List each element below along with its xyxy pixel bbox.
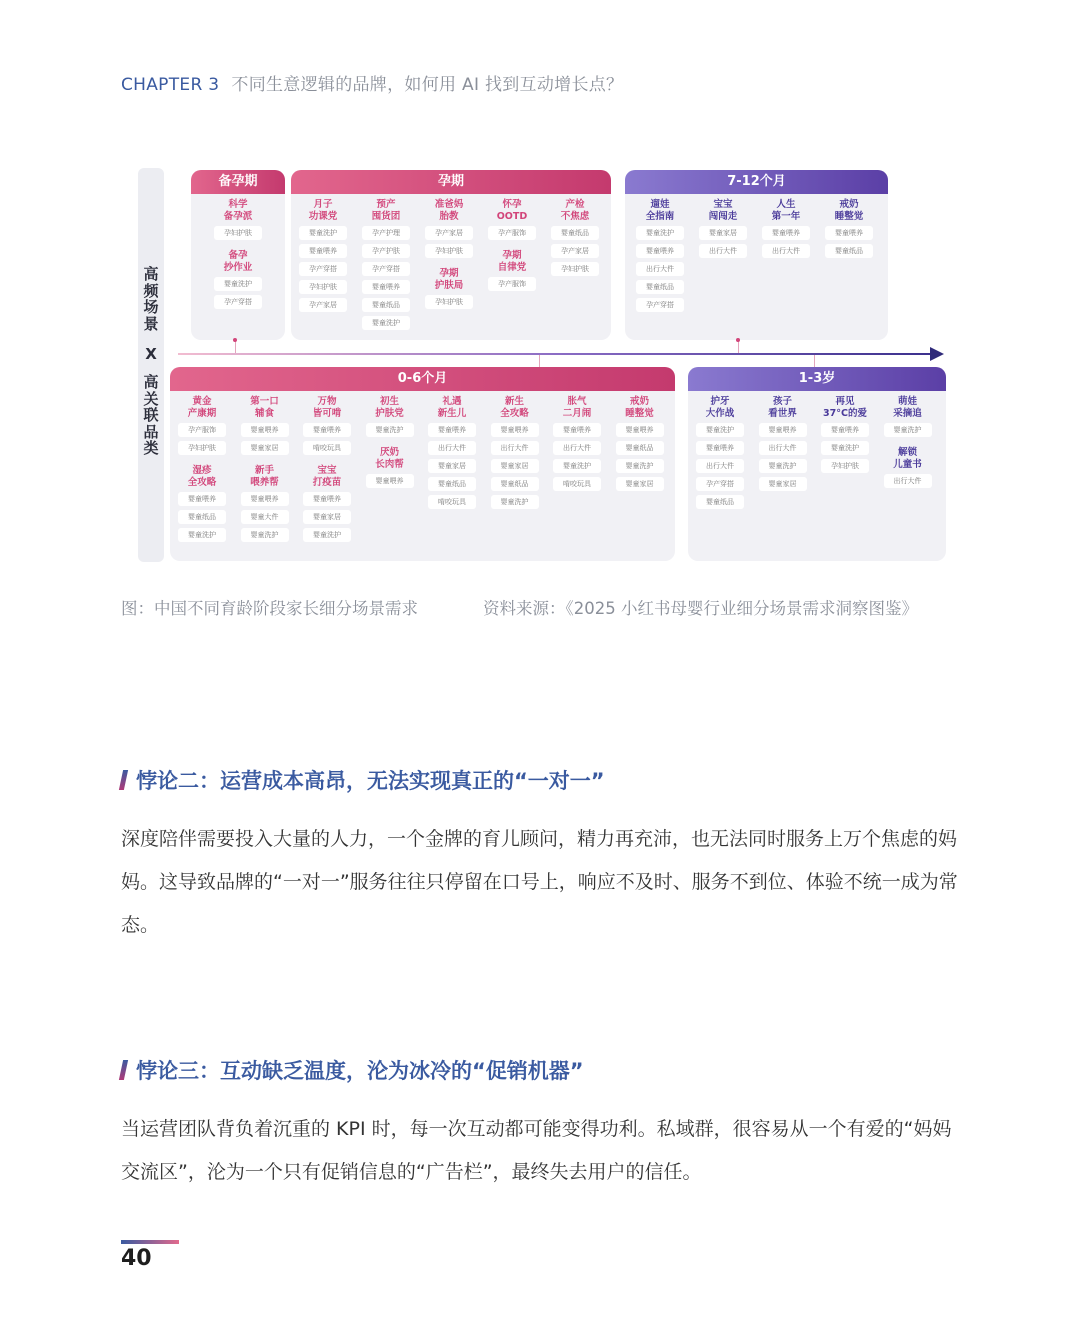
category-tag: 婴童洗护 (491, 495, 539, 509)
scenario-title: 新生 全攻略 (500, 396, 529, 419)
category-tag: 婴童喂养 (553, 423, 601, 437)
category-tag: 婴童喂养 (616, 423, 664, 437)
panel-prep (191, 170, 285, 340)
category-tag: 出行大件 (762, 244, 810, 258)
scenario-title: 礼遇 新生儿 (437, 396, 467, 419)
category-tag: 出行大件 (636, 262, 684, 276)
heading-accent-bar (119, 770, 128, 790)
scenario-title: 产检 不焦虑 (560, 199, 590, 222)
category-tag: 孕妇护肤 (821, 459, 869, 473)
scenario-column (821, 199, 877, 262)
scenario-column (817, 396, 873, 477)
scenario-column (695, 199, 751, 262)
scenario-column (424, 396, 480, 513)
category-tag: 孕产护理 (362, 226, 410, 240)
category-tag: 孕产穿搭 (299, 262, 347, 276)
panel-7-12-months (625, 170, 888, 340)
scenario-column (612, 396, 668, 495)
panel-title: 孕期 (291, 170, 611, 194)
timeline-dot (736, 338, 740, 342)
scenario-title: 怀孕 OOTD (496, 199, 528, 222)
scenario-column (880, 396, 936, 492)
scenario-title: 万物 皆可啃 (312, 396, 342, 419)
scenario-title: 戒奶 睡整觉 (834, 199, 864, 222)
category-tag: 婴童洗护 (553, 459, 601, 473)
category-tag: 婴童喂养 (366, 474, 414, 488)
category-tag: 婴童洗护 (299, 226, 347, 240)
scenario-column (758, 199, 814, 262)
scenario-title: 第一口 辅食 (250, 396, 279, 419)
category-tag: 婴童纸品 (178, 510, 226, 524)
scenario-title: 初生 护肤党 (375, 396, 404, 419)
category-tag: 出行大件 (696, 459, 744, 473)
category-tag: 婴童喂养 (241, 492, 289, 506)
category-tag: 孕产穿搭 (636, 298, 684, 312)
section-body-3: 当运营团队背负着沉重的 KPI 时，每一次互动都可能变得功利。私域群，很容易从一个有爱的“妈妈交流区”，沦为一个只有促销信息的“广告栏”，最终失去用户的信任。 (121, 1118, 952, 1183)
heading-accent-bar (119, 1060, 128, 1080)
scenario-title: 月子 功课党 (308, 199, 338, 222)
chapter-title: 不同生意逻辑的品牌，如何用 AI 找到互动增长点？ (231, 75, 624, 95)
scenario-column (487, 396, 543, 513)
timeline-axis (178, 353, 938, 355)
category-tag: 婴童喂养 (241, 423, 289, 437)
category-tag: 孕产家居 (299, 298, 347, 312)
category-tag: 孕产家居 (425, 226, 473, 240)
category-tag: 孕妇护肤 (425, 244, 473, 258)
scenario-title: 护牙 大作战 (705, 396, 735, 419)
scenario-title: 湿疹 全攻略 (187, 465, 217, 488)
category-tag: 婴童喂养 (821, 423, 869, 437)
scenario-column (174, 396, 230, 546)
scenario-column (358, 199, 414, 334)
category-tag: 婴童纸品 (616, 441, 664, 455)
category-tag: 婴童家居 (428, 459, 476, 473)
category-tag: 婴童喂养 (428, 423, 476, 437)
category-tag: 孕产护肤 (362, 244, 410, 258)
section-heading-3 (121, 1055, 584, 1085)
chapter-header (121, 70, 623, 95)
panel-0-6-months (170, 367, 675, 561)
category-tag: 孕妇护肤 (214, 226, 262, 240)
category-tag: 婴童喂养 (491, 423, 539, 437)
category-tag: 出行大件 (699, 244, 747, 258)
figure-source: 资料来源：《2025 小红书母婴行业细分场景需求洞察图鉴》 (483, 599, 918, 618)
category-tag: 婴童家居 (241, 441, 289, 455)
category-tag: 婴童洗护 (362, 316, 410, 330)
scenario-title: 厌奶 长肉帮 (375, 447, 404, 470)
scenario-column (549, 396, 605, 495)
scenario-column (362, 396, 418, 492)
category-tag: 婴童纸品 (825, 244, 873, 258)
category-tag: 啃咬玩具 (553, 477, 601, 491)
category-tag: 婴童家居 (616, 477, 664, 491)
section-body-2: 深度陪伴需要投入大量的人力，一个金牌的育儿顾问，精力再充沛，也无法同时服务上万个焦虑的妈妈。这导致品牌的“一对一”服务往往只停留在口号上，响应不及时、服务不到位、体验不统一成为常态。 (121, 828, 958, 936)
category-tag: 出行大件 (553, 441, 601, 455)
category-tag: 婴童纸品 (636, 280, 684, 294)
category-tag: 婴童喂养 (303, 492, 351, 506)
category-tag: 孕产服饰 (178, 423, 226, 437)
category-tag: 孕产穿搭 (214, 295, 262, 309)
category-tag: 孕妇护肤 (178, 441, 226, 455)
scenario-column (295, 199, 351, 316)
category-tag: 婴童洗护 (616, 459, 664, 473)
scenario-title: 科学 备孕派 (223, 199, 253, 222)
category-tag: 婴童喂养 (299, 244, 347, 258)
heading-text: 悖论三：互动缺乏温度，沦为冰冷的“促销机器” (136, 1059, 584, 1083)
scenario-title: 预产 囤货团 (371, 199, 401, 222)
scenario-title: 萌娃 采摘追 (893, 396, 922, 419)
page-number: 40 (121, 1246, 152, 1271)
stage-scenario-figure (138, 168, 948, 564)
category-tag: 婴童喂养 (696, 441, 744, 455)
section-heading-2 (121, 765, 605, 795)
category-tag: 孕产穿搭 (362, 262, 410, 276)
figure-side-label (138, 168, 164, 562)
category-tag: 婴童家居 (491, 459, 539, 473)
scenario-title: 遛娃 全指南 (645, 199, 675, 222)
figure-caption: 图：中国不同育龄阶段家长细分场景需求 (121, 599, 418, 618)
panel-title: 0-6个月 (170, 367, 675, 391)
category-tag: 婴童洗护 (821, 441, 869, 455)
category-tag: 出行大件 (884, 474, 932, 488)
category-tag: 出行大件 (491, 441, 539, 455)
category-tag: 婴童洗护 (241, 528, 289, 542)
category-tag: 孕产穿搭 (696, 477, 744, 491)
category-tag: 孕妇护肤 (299, 280, 347, 294)
timeline-dot (233, 338, 237, 342)
category-tag: 婴童纸品 (696, 495, 744, 509)
scenario-column (692, 396, 748, 513)
scenario-title: 胀气 二月闹 (562, 396, 592, 419)
scenario-title: 宝宝 闯闯走 (708, 199, 738, 222)
category-tag: 啃咬玩具 (428, 495, 476, 509)
scenario-column (484, 199, 540, 295)
scenario-title: 孕期 护肤局 (434, 268, 464, 291)
scenario-title: 解锁 儿童书 (893, 447, 922, 470)
category-tag: 婴童喂养 (303, 423, 351, 437)
category-tag: 婴童洗护 (178, 528, 226, 542)
scenario-title: 备孕 抄作业 (223, 250, 253, 273)
category-tag: 婴童家居 (759, 477, 807, 491)
heading-text: 悖论二：运营成本高昂，无法实现真正的“一对一” (136, 769, 605, 793)
category-tag: 孕产家居 (551, 244, 599, 258)
scenario-column (755, 396, 811, 495)
scenario-column (632, 199, 688, 316)
category-tag: 婴童大件 (241, 510, 289, 524)
chapter-label: CHAPTER 3 (121, 75, 220, 95)
page-number-bar (121, 1240, 179, 1244)
panel-title: 1-3岁 (688, 367, 946, 391)
scenario-title: 准爸妈 胎教 (434, 199, 464, 222)
category-tag: 出行大件 (428, 441, 476, 455)
timeline-stem (814, 355, 815, 367)
panel-pregnancy (291, 170, 611, 340)
category-tag: 婴童喂养 (762, 226, 810, 240)
category-tag: 婴童洗护 (366, 423, 414, 437)
category-tag: 婴童洗护 (214, 277, 262, 291)
scenario-title: 再见 37°C的爱 (823, 396, 867, 419)
scenario-column (210, 199, 266, 313)
category-tag: 孕妇护肤 (425, 295, 473, 309)
panel-title: 7-12个月 (625, 170, 888, 194)
panel-title: 备孕期 (191, 170, 285, 194)
category-tag: 婴童喂养 (362, 280, 410, 294)
scenario-title: 黄金 产康期 (187, 396, 217, 419)
category-tag: 婴童纸品 (362, 298, 410, 312)
category-tag: 啃咬玩具 (303, 441, 351, 455)
side-label-x: X (145, 345, 157, 363)
scenario-column (547, 199, 603, 280)
category-tag: 孕妇护肤 (551, 262, 599, 276)
category-tag: 婴童家居 (699, 226, 747, 240)
scenario-title: 宝宝 打疫苗 (312, 465, 342, 488)
scenario-title: 孩子 看世界 (768, 396, 797, 419)
category-tag: 婴童洗护 (696, 423, 744, 437)
category-tag: 孕产服饰 (488, 277, 536, 291)
category-tag: 婴童喂养 (636, 244, 684, 258)
category-tag: 婴童家居 (303, 510, 351, 524)
side-label-bottom: 高关联品类 (143, 373, 159, 457)
category-tag: 婴童喂养 (825, 226, 873, 240)
category-tag: 婴童洗护 (884, 423, 932, 437)
category-tag: 出行大件 (759, 441, 807, 455)
category-tag: 婴童纸品 (428, 477, 476, 491)
category-tag: 孕产服饰 (488, 226, 536, 240)
category-tag: 婴童洗护 (636, 226, 684, 240)
scenario-title: 孕期 自律党 (497, 250, 527, 273)
category-tag: 婴童洗护 (759, 459, 807, 473)
scenario-title: 戒奶 睡整觉 (625, 396, 654, 419)
category-tag: 婴童喂养 (759, 423, 807, 437)
scenario-column (237, 396, 293, 546)
timeline-arrow-icon (930, 347, 944, 361)
category-tag: 婴童纸品 (491, 477, 539, 491)
scenario-title: 人生 第一年 (771, 199, 801, 222)
scenario-column (421, 199, 477, 313)
panel-1-3-years (688, 367, 946, 561)
scenario-column (299, 396, 355, 546)
category-tag: 婴童喂养 (178, 492, 226, 506)
category-tag: 婴童纸品 (551, 226, 599, 240)
category-tag: 婴童洗护 (303, 528, 351, 542)
timeline-stem (539, 355, 540, 367)
side-label-top: 高频场景 (143, 265, 159, 333)
scenario-title: 新手 喂养帮 (250, 465, 279, 488)
